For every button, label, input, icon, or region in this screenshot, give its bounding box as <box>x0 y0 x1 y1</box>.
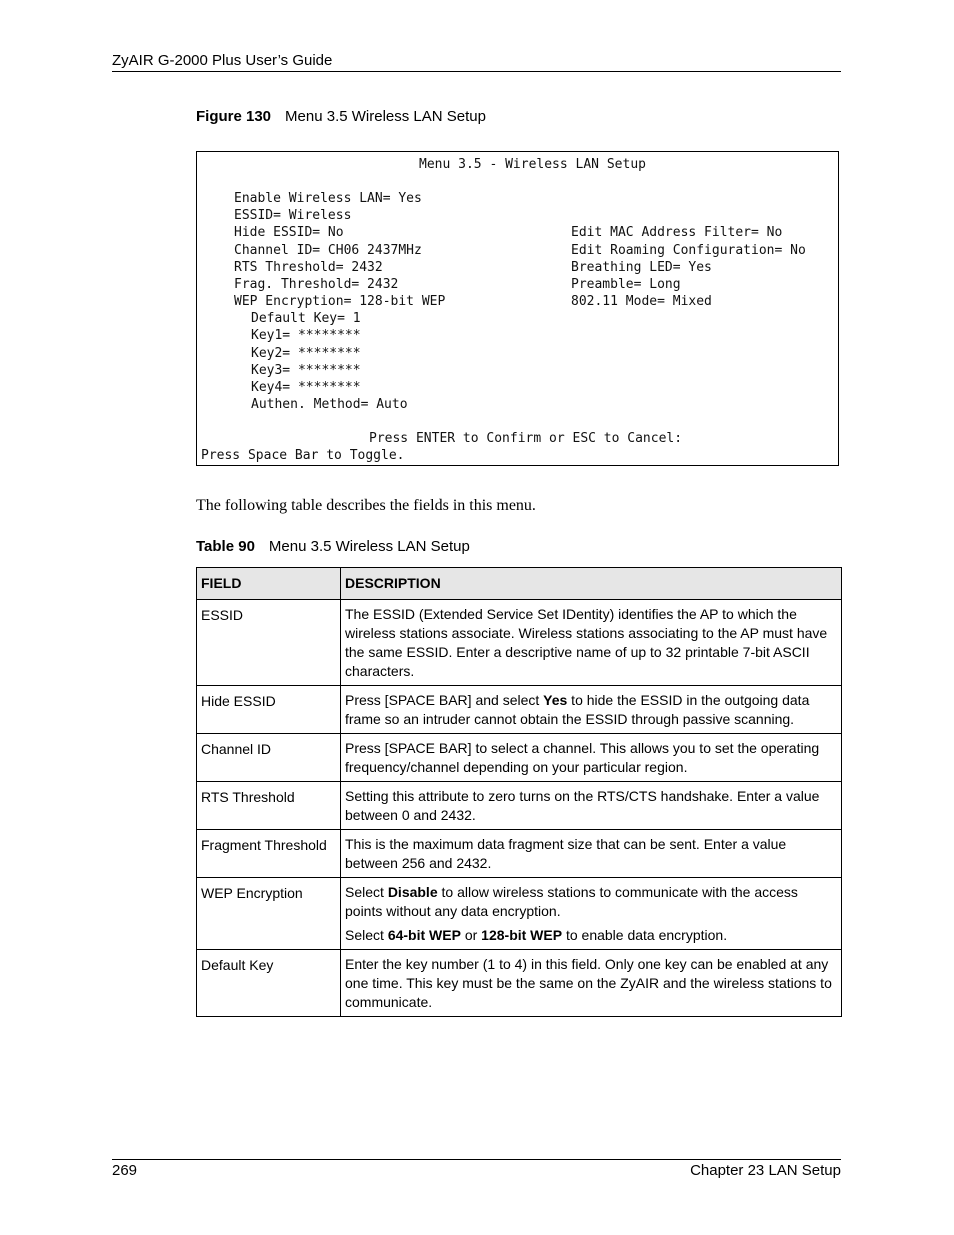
header-field: FIELD <box>197 568 341 600</box>
field-description: Press [SPACE BAR] and select Yes to hide the ESSID in the outgoing data frame so an intruder cannot obtain the ESSID through passive scanning. <box>341 686 842 734</box>
console-setting: Key2= ******** <box>251 346 361 361</box>
console-title: Menu 3.5 - Wireless LAN Setup <box>419 157 646 172</box>
field-name: Channel ID <box>197 734 341 782</box>
console-setting: Key3= ******** <box>251 363 361 378</box>
field-description: Setting this attribute to zero turns on the RTS/CTS handshake. Enter a value between 0 and 2432. <box>341 782 842 830</box>
console-setting: Key1= ******** <box>251 328 361 343</box>
table-label: Table 90 <box>196 538 255 555</box>
console-screen <box>196 151 839 466</box>
chapter-title: Chapter 23 LAN Setup <box>690 1162 841 1179</box>
console-setting: Key4= ******** <box>251 380 361 395</box>
console-setting: RTS Threshold= 2432 <box>234 260 383 275</box>
console-setting: Edit MAC Address Filter= No <box>571 225 783 240</box>
fields-table <box>196 567 842 1017</box>
field-name: RTS Threshold <box>197 782 341 830</box>
table-title: Menu 3.5 Wireless LAN Setup <box>268 538 470 555</box>
console-setting: Authen. Method= Auto <box>251 397 408 412</box>
console-toggle-hint: Press Space Bar to Toggle. <box>201 448 405 463</box>
console-setting: Edit Roaming Configuration= No <box>571 243 806 258</box>
table-row <box>197 600 842 686</box>
field-description <box>341 878 842 950</box>
field-name: Fragment Threshold <box>197 830 341 878</box>
description-paragraph: Select Disable to allow wireless stations to communicate with the access points without any data encryption. <box>345 884 798 919</box>
table-row <box>197 878 842 950</box>
page-number: 269 <box>112 1162 138 1179</box>
field-name: Default Key <box>197 950 341 1017</box>
table-row <box>197 830 842 878</box>
header-rule <box>112 71 841 72</box>
console-setting: Preamble= Long <box>571 277 681 292</box>
console-setting: Channel ID= CH06 2437MHz <box>234 243 422 258</box>
table-row <box>197 950 842 1017</box>
field-name: Hide ESSID <box>197 686 341 734</box>
console-setting: Breathing LED= Yes <box>571 260 712 275</box>
figure-title: Menu 3.5 Wireless LAN Setup <box>285 108 486 125</box>
figure-label: Figure 130 <box>196 108 272 125</box>
field-name: ESSID <box>197 600 341 686</box>
footer-rule <box>112 1159 841 1160</box>
console-confirm-prompt: Press ENTER to Confirm or ESC to Cancel: <box>369 431 683 446</box>
figure-caption <box>196 108 486 125</box>
console-setting: Default Key= 1 <box>251 311 361 326</box>
console-setting: Hide ESSID= No <box>234 225 344 240</box>
field-name: WEP Encryption <box>197 878 341 950</box>
console-setting: WEP Encryption= 128-bit WEP <box>234 294 446 309</box>
table-row <box>197 686 842 734</box>
table-row <box>197 734 842 782</box>
table-caption <box>196 538 470 555</box>
console-setting: ESSID= Wireless <box>234 208 352 223</box>
field-description: Press [SPACE BAR] to select a channel. This allows you to set the operating frequency/channel depending on your particular region. <box>341 734 842 782</box>
field-description: The ESSID (Extended Service Set IDentity) identifies the AP to which the wireless stations associate. Wireless stations associating to the AP must have the same ESSID. Enter a descriptive name of up to 32 printable 7-bit ASCII characters. <box>341 600 842 686</box>
field-description: Enter the key number (1 to 4) in this field. Only one key can be enabled at any one time. This key must be the same on the ZyAIR and the wireless stations to communicate. <box>341 950 842 1017</box>
table-row <box>197 782 842 830</box>
console-setting: Frag. Threshold= 2432 <box>234 277 399 292</box>
field-description: This is the maximum data fragment size that can be sent. Enter a value between 256 and 2432. <box>341 830 842 878</box>
header-description: DESCRIPTION <box>341 568 842 600</box>
running-header: ZyAIR G-2000 Plus User’s Guide <box>112 52 333 69</box>
intro-paragraph: The following table describes the fields in this menu. <box>196 497 536 514</box>
console-setting: Enable Wireless LAN= Yes <box>234 191 422 206</box>
console-setting: 802.11 Mode= Mixed <box>571 294 712 309</box>
description-paragraph: Select 64-bit WEP or 128-bit WEP to enable data encryption. <box>345 927 728 943</box>
table-header-row <box>197 568 842 600</box>
